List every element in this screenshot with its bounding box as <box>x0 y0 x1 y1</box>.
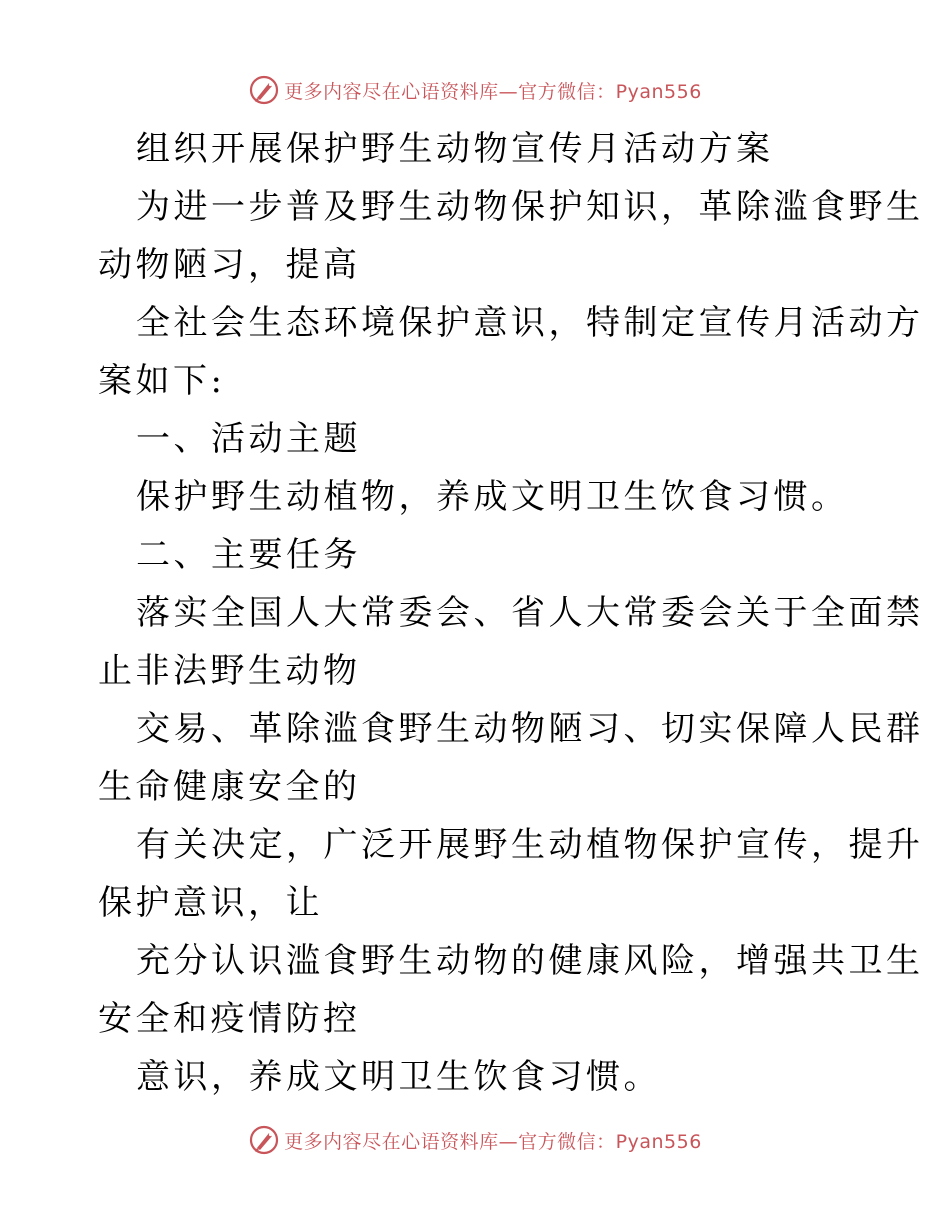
document-title: 组织开展保护野生动物宣传月活动方案 <box>136 129 774 169</box>
paragraph-line: 保护野生动植物，养成文明卫生饮食习惯。 <box>136 477 849 517</box>
paragraph-line: 有关决定，广泛开展野生动植物保护宣传，提升 <box>136 825 924 865</box>
watermark-text: 更多内容尽在心语资料库—官方微信：Pyan556 <box>284 80 702 103</box>
quill-pen-logo-icon <box>248 1124 280 1156</box>
paragraph-line: 案如下: <box>98 361 226 401</box>
section-heading: 二、主要任务 <box>136 535 361 575</box>
paragraph-line: 为进一步普及野生动物保护知识，革除滥食野生 <box>136 187 924 227</box>
watermark-text: 更多内容尽在心语资料库—官方微信：Pyan556 <box>284 1130 702 1153</box>
watermark-banner-bottom <box>0 1120 950 1160</box>
paragraph-line: 安全和疫情防控 <box>98 999 361 1039</box>
paragraph-line: 生命健康安全的 <box>98 767 361 807</box>
paragraph-line: 充分认识滥食野生动物的健康风险，增强共卫生 <box>136 941 924 981</box>
paragraph-line: 动物陋习，提高 <box>98 245 361 285</box>
paragraph-line: 意识，养成文明卫生饮食习惯。 <box>136 1057 661 1097</box>
quill-pen-logo-icon <box>248 74 280 106</box>
paragraph-line: 交易、革除滥食野生动物陋习、切实保障人民群 <box>136 709 924 749</box>
paragraph-line: 全社会生态环境保护意识，特制定宣传月活动方 <box>136 303 924 343</box>
paragraph-line: 止非法野生动物 <box>98 651 361 691</box>
section-heading: 一、活动主题 <box>136 419 361 459</box>
paragraph-line: 落实全国人大常委会、省人大常委会关于全面禁 <box>136 593 924 633</box>
watermark-banner-top <box>0 70 950 110</box>
paragraph-line: 保护意识，让 <box>98 883 323 923</box>
document-body <box>98 120 924 1106</box>
